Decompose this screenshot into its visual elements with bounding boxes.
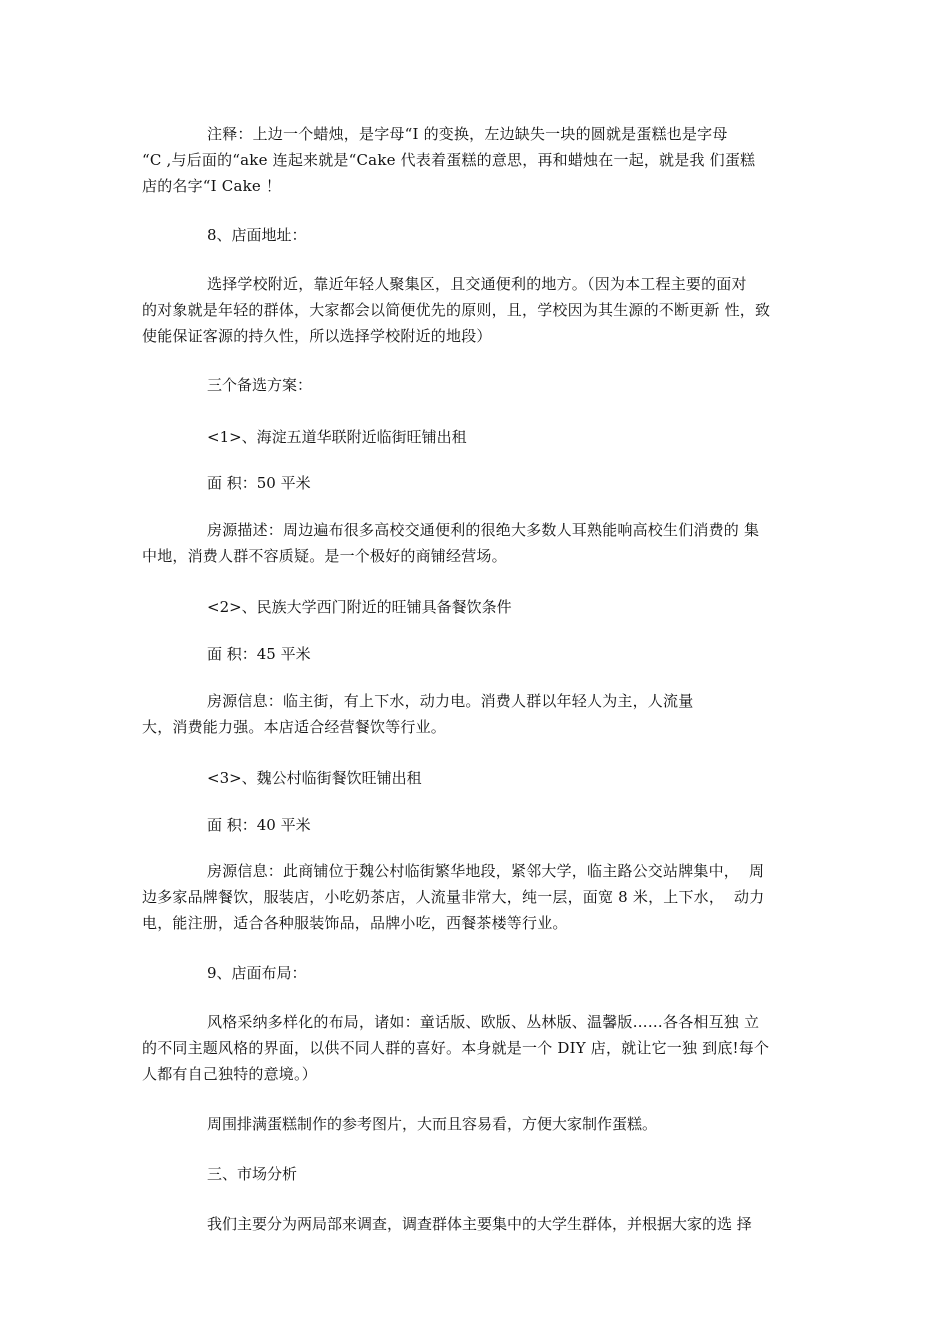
option2-description <box>142 688 810 740</box>
text-line: 注释：上边一个蜡烛，是字母“I 的变换，左边缺失一块的圆就是蛋糕也是字母 <box>207 125 728 143</box>
text-line: 房源描述：周边遍布很多高校交通便利的很绝大多数人耳熟能响高校生们消费的 集 <box>207 521 760 539</box>
text-line: 房源信息：此商铺位于魏公村临街繁华地段，紧邻大学，临主路公交站牌集中， 周 <box>207 862 765 880</box>
options-title: 三个备选方案： <box>207 376 313 394</box>
heading-store-address: 8、店面地址： <box>207 226 307 244</box>
option1-area: 面 积：50 平米 <box>207 474 311 492</box>
address-paragraph <box>142 271 810 349</box>
text-line: 边多家品牌餐饮，服装店，小吃奶茶店，人流量非常大，纯一层，面宽 8 米，上下水， 动力 <box>142 888 765 906</box>
text-line: 的不同主题风格的界面，以供不同人群的喜好。本身就是一个 DIY 店，就让它一独 到底!每个 <box>142 1039 770 1057</box>
text-line: 选择学校附近，靠近年轻人聚集区，且交通便利的地方。（因为本工程主要的面对 <box>207 275 747 293</box>
option1-title: <1>、海淀五道华联附近临街旺铺出租 <box>207 428 467 446</box>
survey-paragraph: 我们主要分为两局部来调查，调查群体主要集中的大学生群体，并根据大家的选 择 <box>207 1215 752 1233</box>
option2-title: <2>、民族大学西门附近的旺铺具备餐饮条件 <box>207 598 512 616</box>
option3-area: 面 积：40 平米 <box>207 816 311 834</box>
text-line: 店的名字“I Cake ！ <box>142 177 282 195</box>
text-line: 人都有自己独特的意境。） <box>142 1065 317 1083</box>
note-paragraph <box>142 121 810 199</box>
option1-description <box>142 517 810 569</box>
text-line: “C ,与后面的“ake 连起来就是“Cake 代表着蛋糕的意思，再和蜡烛在一起，就是我 们蛋糕 <box>142 151 756 169</box>
text-line: 中地，消费人群不容质疑。是一个极好的商铺经营场。 <box>142 547 507 565</box>
layout-paragraph <box>142 1009 810 1087</box>
pictures-paragraph: 周围排满蛋糕制作的参考图片，大而且容易看，方便大家制作蛋糕。 <box>207 1115 658 1133</box>
text-line: 的对象就是年轻的群体，大家都会以简便优先的原则，且，学校因为其生源的不断更新 性，致 <box>142 301 771 319</box>
option2-area: 面 积：45 平米 <box>207 645 311 663</box>
text-line: 房源信息：临主街，有上下水，动力电。消费人群以年轻人为主，人流量 <box>207 692 694 710</box>
text-line: 大，消费能力强。本店适合经营餐饮等行业。 <box>142 718 447 736</box>
text-line: 风格采纳多样化的布局，诸如：童话版、欧版、丛林版、温馨版……各各相互独 立 <box>207 1013 760 1031</box>
section-market-analysis: 三、市场分析 <box>207 1165 298 1183</box>
option3-title: <3>、魏公村临街餐饮旺铺出租 <box>207 769 422 787</box>
heading-store-layout: 9、店面布局： <box>207 964 307 982</box>
text-line: 电，能注册，适合各种服装饰品，品牌小吃，西餐茶楼等行业。 <box>142 914 568 932</box>
text-line: 使能保证客源的持久性，所以选择学校附近的地段） <box>142 327 492 345</box>
option3-description <box>142 858 810 936</box>
